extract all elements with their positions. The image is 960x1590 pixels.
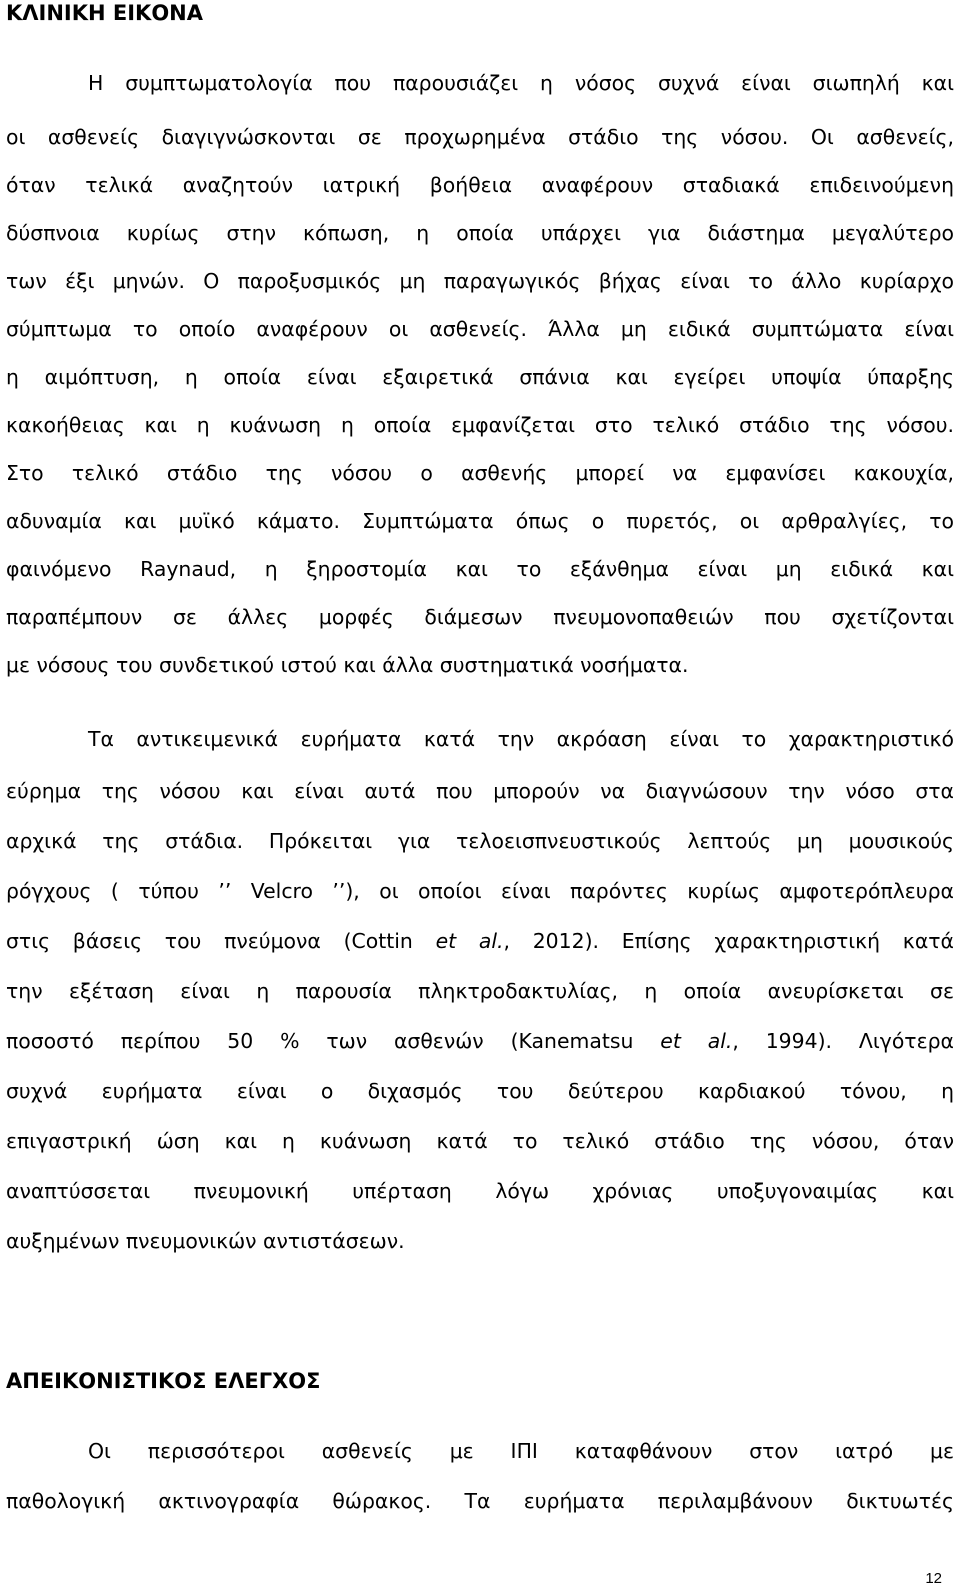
text-line: αυξημένων πνευμονικών αντιστάσεων. [6, 1229, 405, 1253]
text-line: παθολογική ακτινογραφία θώρακος. Τα ευρήματα περιλαμβάνουν δικτυωτές [6, 1489, 954, 1513]
text-segment: , 1994). Λιγότερα [732, 1029, 954, 1053]
section-heading-imaging: ΑΠΕΙΚΟΝΙΣΤΙΚΟΣ ΕΛΕΓΧΟΣ [6, 1369, 321, 1393]
section-heading-clinical-picture: ΚΛΙΝΙΚΗ ΕΙΚΟΝΑ [6, 1, 203, 25]
text-segment: ποσοστό περίπου 50 % των ασθενών (Kanematsu [6, 1029, 661, 1053]
text-line [6, 1028, 954, 1054]
text-line: σύμπτωμα το οποίο αναφέρουν οι ασθενείς. Άλλα μη ειδικά συμπτώματα είναι [6, 317, 954, 341]
text-line: όταν τελικά αναζητούν ιατρική βοήθεια αναφέρουν σταδιακά επιδεινούμενη [6, 173, 954, 197]
text-line: φαινόμενο Raynaud, η ξηροστομία και το εξάνθημα είναι μη ειδικά και [6, 557, 954, 581]
text-line: Τα αντικειμενικά ευρήματα κατά την ακρόαση είναι το χαρακτηριστικό [88, 727, 954, 751]
page-number: 12 [925, 1570, 942, 1587]
text-segment: στις βάσεις του πνεύμονα (Cottin [6, 929, 436, 953]
text-line: η αιμόπτυση, η οποία είναι εξαιρετικά σπάνια και εγείρει υποψία ύπαρξης [6, 365, 954, 389]
text-line: Η συμπτωματολογία που παρουσιάζει η νόσος συχνά είναι σιωπηλή και [88, 71, 954, 95]
text-line: κακοήθειας και η κυάνωση η οποία εμφανίζεται στο τελικό στάδιο της νόσου. [6, 413, 954, 437]
text-line: την εξέταση είναι η παρουσία πληκτροδακτυλίας, η οποία ανευρίσκεται σε [6, 979, 954, 1003]
text-line: επιγαστρική ώση και η κυάνωση κατά το τελικό στάδιο της νόσου, όταν [6, 1129, 954, 1153]
text-line: οι ασθενείς διαγιγνώσκονται σε προχωρημένα στάδιο της νόσου. Οι ασθενείς, [6, 125, 954, 149]
citation-et-al: et al. [435, 929, 504, 953]
text-line [6, 928, 954, 954]
text-line: αναπτύσσεται πνευμονική υπέρταση λόγω χρόνιας υποξυγοναιμίας και [6, 1179, 954, 1203]
text-line: αρχικά της στάδια. Πρόκειται για τελοεισπνευστικούς λεπτούς μη μουσικούς [6, 829, 954, 853]
text-line: εύρημα της νόσου και είναι αυτά που μπορούν να διαγνώσουν την νόσο στα [6, 779, 954, 803]
text-line: των έξι μηνών. Ο παροξυσμικός μη παραγωγικός βήχας είναι το άλλο κυρίαρχο [6, 269, 954, 293]
text-line: αδυναμία και μυϊκό κάματο. Συμπτώματα όπως ο πυρετός, οι αρθραλγίες, το [6, 509, 954, 533]
text-line: παραπέμπουν σε άλλες μορφές διάμεσων πνευμονοπαθειών που σχετίζονται [6, 605, 954, 629]
text-line: με νόσους του συνδετικού ιστού και άλλα συστηματικά νοσήματα. [6, 653, 689, 677]
citation-et-al: et al. [660, 1029, 733, 1053]
text-line: ρόγχους ( τύπου ’’ Velcro ’’), οι οποίοι είναι παρόντες κυρίως αμφοτερόπλευρα [6, 879, 954, 903]
text-segment: , 2012). Επίσης χαρακτηριστική κατά [503, 929, 954, 953]
text-line: Στο τελικό στάδιο της νόσου ο ασθενής μπορεί να εμφανίσει κακουχία, [6, 461, 954, 485]
text-line: Οι περισσότεροι ασθενείς με ΙΠΙ καταφθάνουν στον ιατρό με [88, 1439, 954, 1463]
text-line: συχνά ευρήματα είναι ο διχασμός του δεύτερου καρδιακού τόνου, η [6, 1079, 954, 1103]
text-line: δύσπνοια κυρίως στην κόπωση, η οποία υπάρχει για διάστημα μεγαλύτερο [6, 221, 954, 245]
